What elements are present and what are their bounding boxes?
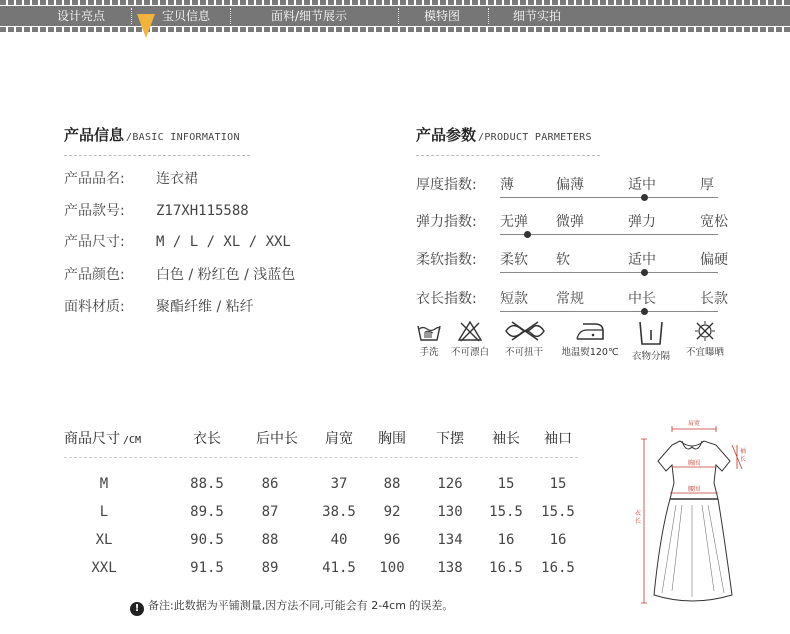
size-column-header: 衣长 bbox=[193, 431, 221, 447]
nav-item-design-highlights[interactable]: 设计亮点 bbox=[57, 9, 106, 23]
label-chest: 胸围 bbox=[687, 460, 701, 467]
size-cell: 96 bbox=[383, 532, 401, 548]
label-length-char: 衣 bbox=[635, 510, 642, 517]
param-option: 短款 bbox=[500, 291, 528, 307]
size-cell: 41.5 bbox=[322, 560, 356, 576]
label-shoulder: 肩宽 bbox=[687, 420, 701, 427]
nav-decor-top bbox=[0, 0, 790, 5]
care-label: 手洗 bbox=[419, 347, 439, 358]
nav-divider bbox=[488, 8, 489, 24]
param-option: 宽松 bbox=[700, 214, 728, 230]
size-cell: 15.5 bbox=[541, 504, 575, 520]
product-info-heading bbox=[64, 124, 240, 145]
info-row-colors bbox=[64, 264, 295, 284]
info-label: 产品款号: bbox=[64, 203, 125, 219]
size-cell: 16 bbox=[497, 532, 515, 548]
param-option: 适中 bbox=[628, 177, 656, 193]
size-row-label: XL bbox=[95, 532, 113, 548]
nav-item-fabric-details[interactable]: 面料/细节展示 bbox=[271, 9, 348, 23]
care-item-no-wring bbox=[494, 320, 554, 358]
care-label: 不可扭干 bbox=[504, 347, 543, 358]
size-cell: 15.5 bbox=[489, 504, 523, 520]
size-row-label: XXL bbox=[91, 560, 117, 576]
label-sleeve-char: 长 bbox=[740, 456, 747, 463]
product-info-title: 产品信息 bbox=[64, 126, 125, 144]
size-note-text: 备注:此数据为平铺测量,因方法不同,可能会有 2-4cm 的误差。 bbox=[148, 599, 454, 612]
param-scale-line bbox=[500, 197, 718, 198]
info-value: 连衣裙 bbox=[156, 171, 198, 187]
care-item-low-iron bbox=[560, 320, 620, 358]
size-row-label: M bbox=[99, 476, 109, 492]
size-cell: 92 bbox=[383, 504, 401, 520]
info-row-material bbox=[64, 296, 254, 316]
param-option: 软 bbox=[556, 252, 570, 268]
care-label: 地温熨120℃ bbox=[561, 347, 619, 358]
info-value: 白色 / 粉红色 / 浅蓝色 bbox=[156, 267, 296, 283]
hand-wash-icon bbox=[416, 320, 442, 342]
size-cell: 87 bbox=[261, 504, 279, 520]
size-cell: 88.5 bbox=[190, 476, 224, 492]
low-iron-icon bbox=[573, 320, 607, 342]
nav-active-indicator bbox=[137, 14, 155, 38]
param-scale-line bbox=[500, 272, 718, 273]
warning-icon: ! bbox=[130, 602, 144, 616]
size-cell: 37 bbox=[330, 476, 348, 492]
no-bleach-icon bbox=[457, 320, 483, 342]
care-label: 不可漂白 bbox=[450, 347, 489, 358]
table-divider bbox=[64, 457, 578, 458]
info-label: 产品尺寸: bbox=[64, 234, 125, 250]
care-item-no-bleach bbox=[440, 320, 500, 358]
label-waist: 腰围 bbox=[687, 486, 701, 493]
size-cell: 40 bbox=[330, 532, 348, 548]
param-scale-line bbox=[500, 234, 718, 235]
size-cell: 100 bbox=[379, 560, 405, 576]
size-column-header: 后中长 bbox=[256, 431, 298, 447]
dress-measurement-diagram bbox=[632, 415, 752, 611]
size-cell: 138 bbox=[437, 560, 463, 576]
param-option: 适中 bbox=[628, 252, 656, 268]
section-divider bbox=[416, 155, 600, 156]
product-info-subtitle: /BASIC INFORMATION bbox=[126, 132, 240, 143]
separate-wash-icon bbox=[634, 320, 668, 346]
size-cell: 38.5 bbox=[322, 504, 356, 520]
param-selected-marker bbox=[524, 231, 531, 238]
label-length-char: 长 bbox=[635, 518, 642, 525]
no-sun-icon bbox=[692, 320, 718, 342]
size-column-header: 胸围 bbox=[378, 431, 406, 447]
param-label: 弹力指数: bbox=[416, 214, 477, 230]
size-cell: 16.5 bbox=[541, 560, 575, 576]
size-table-unit: /CM bbox=[123, 435, 142, 446]
size-column-header: 袖长 bbox=[492, 431, 520, 447]
nav-divider bbox=[131, 8, 132, 24]
param-option: 偏硬 bbox=[700, 252, 728, 268]
info-label: 面料材质: bbox=[64, 299, 125, 315]
size-table-title-text: 商品尺寸 bbox=[64, 431, 120, 447]
info-label: 产品颜色: bbox=[64, 267, 125, 283]
param-option: 无弹 bbox=[500, 214, 528, 230]
size-column-header: 袖口 bbox=[544, 431, 572, 447]
size-cell: 88 bbox=[383, 476, 401, 492]
label-sleeve bbox=[740, 447, 746, 463]
product-params-title: 产品参数 bbox=[416, 126, 477, 144]
param-scale-line bbox=[500, 311, 718, 312]
size-cell: 90.5 bbox=[190, 532, 224, 548]
param-option: 弹力 bbox=[628, 214, 656, 230]
param-option: 长款 bbox=[700, 291, 728, 307]
size-cell: 15 bbox=[549, 476, 567, 492]
info-value: M / L / XL / XXL bbox=[156, 234, 291, 250]
care-label: 衣物分隔 bbox=[631, 351, 670, 362]
param-label: 衣长指数: bbox=[416, 291, 477, 307]
size-column-header: 下摆 bbox=[436, 431, 464, 447]
size-cell: 86 bbox=[261, 476, 279, 492]
param-selected-marker bbox=[641, 308, 648, 315]
param-option: 厚 bbox=[700, 177, 714, 193]
param-label: 厚度指数: bbox=[416, 177, 477, 193]
top-nav bbox=[0, 0, 790, 40]
care-label: 不宜曝晒 bbox=[685, 347, 724, 358]
size-cell: 91.5 bbox=[190, 560, 224, 576]
label-sleeve-char: 袖 bbox=[740, 448, 747, 455]
no-wring-icon bbox=[502, 320, 546, 342]
info-row-style-number bbox=[64, 200, 249, 220]
info-row-sizes bbox=[64, 231, 291, 251]
size-cell: 88 bbox=[261, 532, 279, 548]
nav-item-product-info[interactable]: 宝贝信息 bbox=[162, 9, 211, 23]
param-selected-marker bbox=[641, 269, 648, 276]
size-table-title bbox=[64, 428, 141, 448]
label-length bbox=[635, 509, 641, 525]
size-note bbox=[130, 597, 453, 616]
size-row-label: L bbox=[99, 504, 109, 520]
nav-item-model-photos[interactable]: 模特图 bbox=[424, 9, 461, 23]
info-value: 聚酯纤维 / 粘纤 bbox=[156, 299, 254, 315]
care-item-no-sun bbox=[675, 320, 735, 358]
nav-bar bbox=[0, 6, 790, 26]
param-label: 柔软指数: bbox=[416, 252, 477, 268]
param-option: 柔软 bbox=[500, 252, 528, 268]
info-row-name bbox=[64, 168, 198, 188]
size-cell: 89 bbox=[261, 560, 279, 576]
size-cell: 126 bbox=[437, 476, 463, 492]
size-cell: 15 bbox=[497, 476, 515, 492]
info-label: 产品品名: bbox=[64, 171, 125, 187]
size-cell: 89.5 bbox=[190, 504, 224, 520]
product-params-heading bbox=[416, 124, 592, 145]
param-option: 中长 bbox=[628, 291, 656, 307]
info-value: Z17XH115588 bbox=[156, 203, 249, 219]
param-option: 偏薄 bbox=[556, 177, 584, 193]
care-item-separate-wash bbox=[621, 320, 681, 362]
param-option: 微弹 bbox=[556, 214, 584, 230]
nav-decor-bottom bbox=[0, 27, 790, 32]
size-cell: 130 bbox=[437, 504, 463, 520]
param-selected-marker bbox=[641, 194, 648, 201]
nav-divider bbox=[230, 8, 231, 24]
size-column-header: 肩宽 bbox=[325, 431, 353, 447]
section-divider bbox=[64, 155, 250, 156]
size-cell: 134 bbox=[437, 532, 463, 548]
param-option: 薄 bbox=[500, 177, 514, 193]
param-option: 常规 bbox=[556, 291, 584, 307]
nav-item-detail-photos[interactable]: 细节实拍 bbox=[513, 9, 562, 23]
nav-divider bbox=[398, 8, 399, 24]
size-cell: 16 bbox=[549, 532, 567, 548]
size-cell: 16.5 bbox=[489, 560, 523, 576]
product-params-subtitle: /PRODUCT PARMETERS bbox=[478, 132, 592, 143]
